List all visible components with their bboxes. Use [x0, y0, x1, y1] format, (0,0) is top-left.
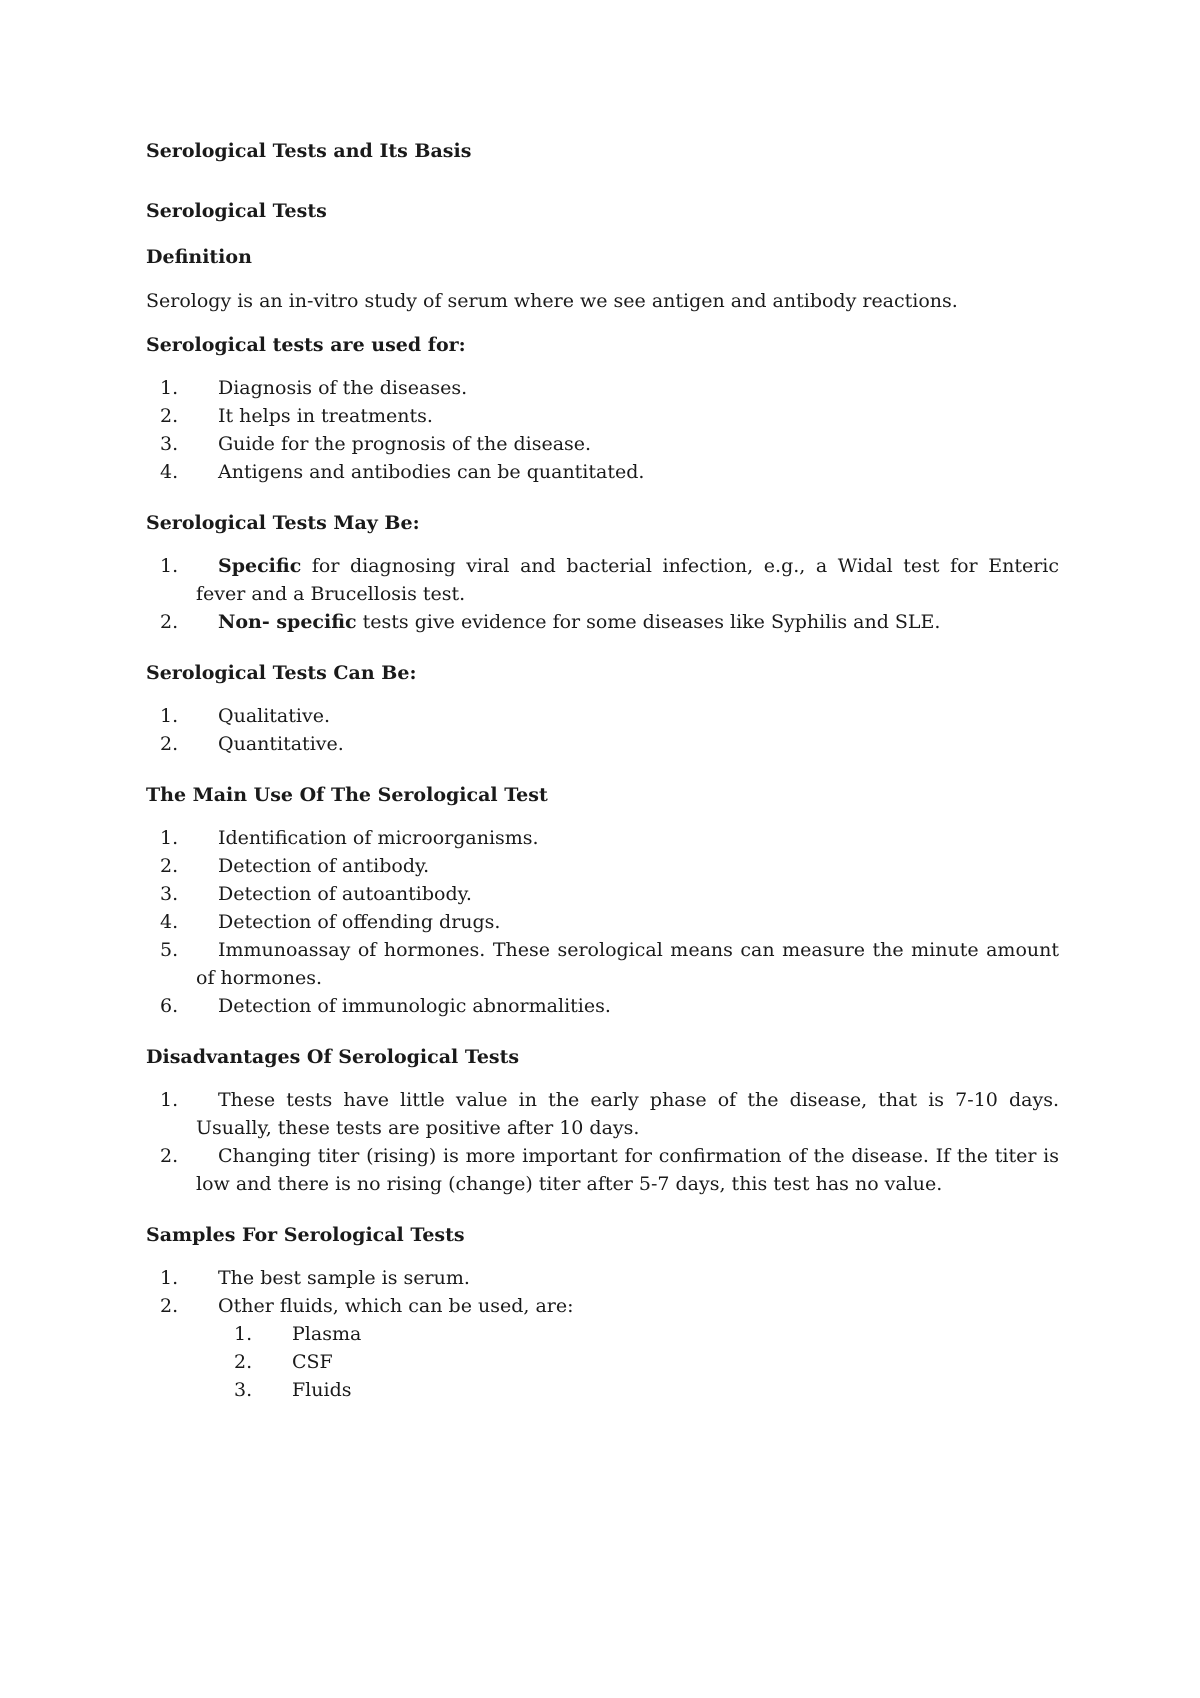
heading-definition: Definition	[146, 246, 252, 268]
can-be-list	[146, 702, 1059, 758]
document-page	[146, 138, 1059, 1404]
heading-uses: Serological tests are used for:	[146, 334, 466, 356]
list-item: 3. Detection of autoantibody.	[160, 883, 472, 905]
list-item: 2. Non- specific tests give evidence for some diseases like Syphilis and SLE.	[160, 611, 941, 633]
list-item: 2. Quantitative.	[160, 733, 344, 755]
list-item: 2. CSF	[234, 1351, 333, 1373]
list-item: 1. Diagnosis of the diseases.	[160, 377, 468, 399]
list-item: 2. Changing titer (rising) is more important for confirmation of the disease. If the titer is low and there is no rising (change) titer after 5-7 days, this test has no value.	[160, 1145, 1059, 1195]
list-item: 2. Other fluids, which can be used, are:	[160, 1295, 574, 1317]
list-item: 3. Guide for the prognosis of the disease.	[160, 433, 592, 455]
list-item: 3. Fluids	[234, 1379, 352, 1401]
heading-may-be: Serological Tests May Be:	[146, 512, 420, 534]
document-title: Serological Tests and Its Basis	[146, 140, 472, 162]
list-item: 6. Detection of immunologic abnormalities.	[160, 995, 611, 1017]
heading-disadvantages: Disadvantages Of Serological Tests	[146, 1046, 520, 1068]
list-item: 1. These tests have little value in the early phase of the disease, that is 7-10 days. Usually, these tests are positive after 10 days.	[160, 1089, 1059, 1139]
uses-list	[146, 374, 1059, 486]
main-use-list	[146, 824, 1059, 1020]
samples-sub-list	[146, 1320, 1059, 1404]
list-item: 1. The best sample is serum.	[160, 1267, 470, 1289]
may-be-list	[146, 552, 1059, 636]
definition-text: Serology is an in-vitro study of serum where we see antigen and antibody reactions.	[146, 290, 958, 312]
list-item: 1. Plasma	[234, 1323, 362, 1345]
list-item: 5. Immunoassay of hormones. These serological means can measure the minute amount of hormones.	[160, 939, 1059, 989]
list-item: 1. Identification of microorganisms.	[160, 827, 539, 849]
heading-main-use: The Main Use Of The Serological Test	[146, 784, 548, 806]
list-item: 4. Detection of offending drugs.	[160, 911, 501, 933]
heading-can-be: Serological Tests Can Be:	[146, 662, 417, 684]
disadvantages-list	[146, 1086, 1059, 1198]
list-item: 1. Qualitative.	[160, 705, 330, 727]
heading-serological-tests: Serological Tests	[146, 200, 327, 222]
heading-samples: Samples For Serological Tests	[146, 1224, 465, 1246]
samples-list	[146, 1264, 1059, 1320]
list-item: 4. Antigens and antibodies can be quantitated.	[160, 461, 645, 483]
list-item: 1. Specific for diagnosing viral and bacterial infection, e.g., a Widal test for Enteric fever and a Brucellosis test.	[160, 555, 1059, 605]
list-item: 2. It helps in treatments.	[160, 405, 433, 427]
list-item: 2. Detection of antibody.	[160, 855, 430, 877]
